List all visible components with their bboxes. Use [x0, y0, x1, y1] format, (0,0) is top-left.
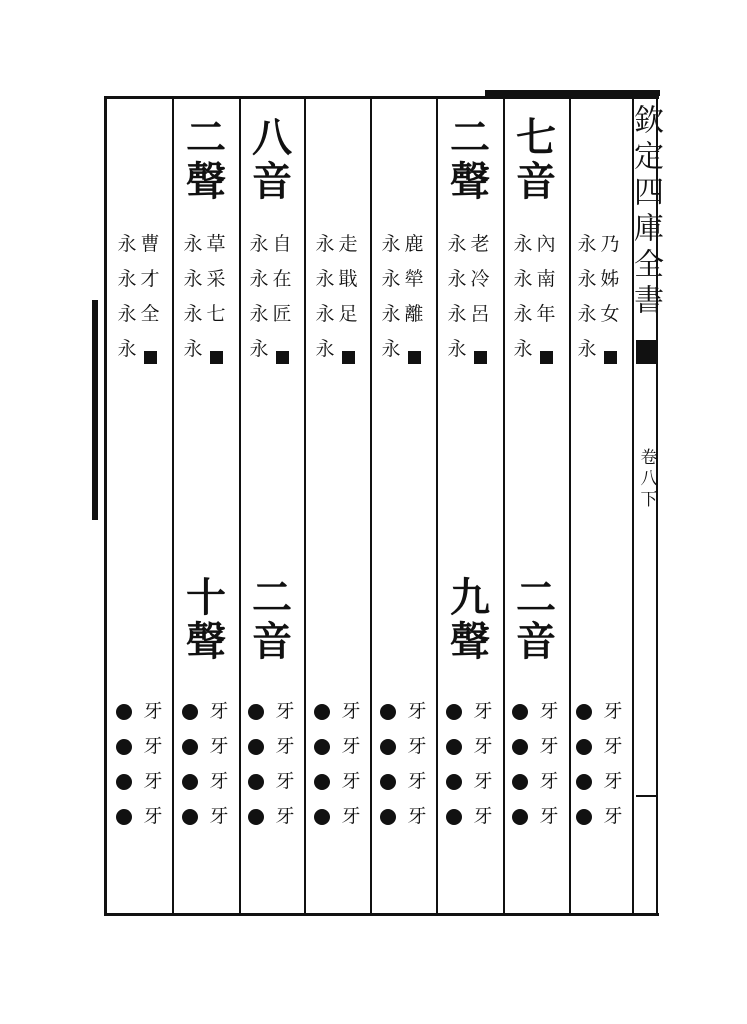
tone-char: 牙	[407, 770, 427, 792]
circle-marker	[314, 774, 330, 790]
heading-char: 八	[252, 114, 292, 161]
fill-char: 永	[117, 268, 137, 290]
tone-column	[274, 694, 296, 834]
fill-char: 永	[577, 268, 597, 290]
tone-char: 牙	[275, 805, 295, 827]
dot-cell	[446, 729, 462, 764]
circle-marker	[182, 704, 198, 720]
subheading-char: 聲	[450, 618, 490, 665]
column-main-text	[336, 235, 360, 375]
circle-marker	[116, 774, 132, 790]
circle-marker	[248, 774, 264, 790]
margin-title: 欽定四庫全書	[628, 104, 663, 320]
column-divider	[436, 99, 438, 913]
tone-char: 牙	[275, 770, 295, 792]
square-marker-glyph	[342, 351, 355, 364]
dot-cell	[380, 694, 396, 729]
tone-column	[472, 694, 494, 834]
main-char: 足	[338, 303, 358, 325]
fill-char: 永	[513, 303, 533, 325]
column-fill-text	[248, 235, 270, 375]
fill-char: 永	[315, 268, 335, 290]
tone-char: 牙	[539, 735, 559, 757]
column-subheading	[514, 574, 558, 666]
dot-cell	[116, 729, 132, 764]
column-heading	[250, 114, 294, 206]
tone-char: 牙	[143, 735, 163, 757]
dot-column	[444, 694, 464, 834]
subheading-char: 十	[186, 574, 226, 621]
heading-char: 聲	[450, 158, 490, 205]
dot-cell	[576, 694, 592, 729]
fill-char: 永	[117, 303, 137, 325]
circle-marker	[512, 704, 528, 720]
column-fill-text	[576, 235, 598, 375]
dot-column	[180, 694, 200, 834]
circle-marker	[182, 774, 198, 790]
dot-cell	[512, 799, 528, 834]
tone-column	[602, 694, 624, 834]
column-main-text	[598, 235, 622, 375]
main-char: 戢	[338, 268, 358, 290]
column-heading	[448, 114, 492, 206]
fill-char: 永	[381, 268, 401, 290]
fill-char: 永	[447, 233, 467, 255]
square-marker-glyph	[276, 351, 289, 364]
fill-char: 永	[315, 303, 335, 325]
main-char: 冷	[470, 268, 490, 290]
subheading-char: 九	[450, 574, 490, 621]
fill-char: 永	[577, 233, 597, 255]
dot-cell	[182, 694, 198, 729]
dot-column	[574, 694, 594, 834]
circle-marker	[314, 739, 330, 755]
tone-char: 牙	[143, 770, 163, 792]
circle-marker	[248, 809, 264, 825]
main-char: 全	[140, 303, 160, 325]
main-char: 匠	[272, 303, 292, 325]
tone-char: 牙	[603, 770, 623, 792]
subheading-char: 二	[516, 574, 556, 621]
fill-char: 永	[381, 303, 401, 325]
circle-marker	[314, 704, 330, 720]
tone-char: 牙	[539, 805, 559, 827]
circle-marker	[314, 809, 330, 825]
column-divider	[304, 99, 306, 913]
square-marker-glyph	[540, 351, 553, 364]
dot-cell	[446, 764, 462, 799]
dot-cell	[314, 729, 330, 764]
column-divider	[503, 99, 505, 913]
left-binding-mark	[92, 300, 98, 520]
dot-cell	[182, 764, 198, 799]
dot-cell	[248, 729, 264, 764]
fill-char: 永	[183, 338, 203, 360]
dot-cell	[116, 764, 132, 799]
main-char: 采	[206, 268, 226, 290]
fill-char: 永	[183, 233, 203, 255]
dot-cell	[380, 729, 396, 764]
dot-cell	[248, 694, 264, 729]
column-main-text	[534, 235, 558, 375]
column-main-text	[402, 235, 426, 375]
subheading-char: 音	[252, 618, 292, 665]
dot-cell	[182, 729, 198, 764]
fill-char: 永	[249, 303, 269, 325]
dot-column	[114, 694, 134, 834]
tone-char: 牙	[473, 770, 493, 792]
square-marker-glyph	[210, 351, 223, 364]
dot-cell	[512, 729, 528, 764]
tone-char: 牙	[341, 805, 361, 827]
main-char: 走	[338, 233, 358, 255]
column-heading	[184, 114, 228, 206]
dot-column	[510, 694, 530, 834]
main-char: 在	[272, 268, 292, 290]
column-fill-text	[314, 235, 336, 375]
margin-tick	[636, 795, 656, 797]
column-fill-text	[380, 235, 402, 375]
tone-char: 牙	[209, 735, 229, 757]
main-char: 七	[206, 303, 226, 325]
top-border	[104, 96, 659, 99]
tone-char: 牙	[473, 700, 493, 722]
fill-char: 永	[577, 303, 597, 325]
main-char: 老	[470, 233, 490, 255]
column-heading	[514, 114, 558, 206]
fill-char: 永	[381, 233, 401, 255]
fill-char: 永	[447, 338, 467, 360]
tone-char: 牙	[603, 805, 623, 827]
circle-marker	[116, 809, 132, 825]
fill-char: 永	[249, 338, 269, 360]
dot-cell	[116, 694, 132, 729]
main-char: 年	[536, 303, 556, 325]
square-marker-glyph	[474, 351, 487, 364]
tone-char: 牙	[209, 700, 229, 722]
dot-cell	[380, 764, 396, 799]
circle-marker	[576, 704, 592, 720]
column-divider	[370, 99, 372, 913]
tone-char: 牙	[143, 805, 163, 827]
heading-char: 二	[450, 114, 490, 161]
heading-char: 音	[252, 158, 292, 205]
tone-column	[406, 694, 428, 834]
tone-char: 牙	[473, 735, 493, 757]
main-char: 女	[600, 303, 620, 325]
circle-marker	[182, 739, 198, 755]
tone-column	[340, 694, 362, 834]
fill-char: 永	[249, 268, 269, 290]
circle-marker	[116, 739, 132, 755]
circle-marker	[512, 809, 528, 825]
square-marker	[604, 340, 617, 375]
dot-cell	[576, 764, 592, 799]
tone-char: 牙	[407, 805, 427, 827]
column-divider	[239, 99, 241, 913]
fill-char: 永	[577, 338, 597, 360]
tone-char: 牙	[209, 770, 229, 792]
main-char: 南	[536, 268, 556, 290]
tone-char: 牙	[603, 735, 623, 757]
circle-marker	[182, 809, 198, 825]
column-subheading	[250, 574, 294, 666]
square-marker	[408, 340, 421, 375]
dot-cell	[576, 729, 592, 764]
column-subheading	[184, 574, 228, 666]
square-marker	[210, 340, 223, 375]
tone-char: 牙	[209, 805, 229, 827]
main-char: 犖	[404, 268, 424, 290]
main-char: 鹿	[404, 233, 424, 255]
tone-char: 牙	[407, 735, 427, 757]
circle-marker	[446, 774, 462, 790]
column-divider	[569, 99, 571, 913]
fishtail-mark	[636, 340, 656, 364]
dot-cell	[248, 799, 264, 834]
fill-char: 永	[381, 338, 401, 360]
column-fill-text	[116, 235, 138, 375]
tone-char: 牙	[539, 770, 559, 792]
main-char: 姊	[600, 268, 620, 290]
fill-char: 永	[315, 338, 335, 360]
fill-char: 永	[513, 338, 533, 360]
dot-cell	[182, 799, 198, 834]
column-main-text	[138, 235, 162, 375]
circle-marker	[380, 809, 396, 825]
square-marker-glyph	[604, 351, 617, 364]
subheading-char: 聲	[186, 618, 226, 665]
dot-column	[378, 694, 398, 834]
tone-char: 牙	[539, 700, 559, 722]
fill-char: 永	[315, 233, 335, 255]
dot-cell	[576, 799, 592, 834]
main-char: 曹	[140, 233, 160, 255]
square-marker	[540, 340, 553, 375]
dot-cell	[446, 694, 462, 729]
square-marker-glyph	[144, 351, 157, 364]
tone-column	[538, 694, 560, 834]
square-marker	[474, 340, 487, 375]
circle-marker	[576, 774, 592, 790]
fill-char: 永	[183, 268, 203, 290]
circle-marker	[576, 809, 592, 825]
fill-char: 永	[513, 233, 533, 255]
tone-char: 牙	[143, 700, 163, 722]
square-marker	[276, 340, 289, 375]
column-main-text	[204, 235, 228, 375]
circle-marker	[446, 704, 462, 720]
dot-cell	[512, 764, 528, 799]
subheading-char: 二	[252, 574, 292, 621]
dot-column	[246, 694, 266, 834]
square-marker	[144, 340, 157, 375]
tone-char: 牙	[275, 735, 295, 757]
tone-char: 牙	[407, 700, 427, 722]
bottom-border	[104, 913, 659, 916]
column-divider	[172, 99, 174, 913]
column-fill-text	[446, 235, 468, 375]
dot-cell	[314, 764, 330, 799]
heading-char: 音	[516, 158, 556, 205]
circle-marker	[380, 704, 396, 720]
tone-column	[208, 694, 230, 834]
dot-cell	[512, 694, 528, 729]
dot-cell	[380, 799, 396, 834]
tone-char: 牙	[275, 700, 295, 722]
main-char: 自	[272, 233, 292, 255]
column-main-text	[270, 235, 294, 375]
main-char: 草	[206, 233, 226, 255]
tone-char: 牙	[341, 700, 361, 722]
circle-marker	[248, 704, 264, 720]
column-subheading	[448, 574, 492, 666]
heading-char: 七	[516, 114, 556, 161]
dot-cell	[314, 694, 330, 729]
dot-cell	[314, 799, 330, 834]
fill-char: 永	[183, 303, 203, 325]
fill-char: 永	[249, 233, 269, 255]
dot-cell	[248, 764, 264, 799]
dot-cell	[116, 799, 132, 834]
main-char: 內	[536, 233, 556, 255]
fill-char: 永	[117, 338, 137, 360]
column-fill-text	[512, 235, 534, 375]
tone-column	[142, 694, 164, 834]
circle-marker	[248, 739, 264, 755]
margin-juan: 卷八下	[636, 448, 657, 511]
tone-char: 牙	[473, 805, 493, 827]
tone-char: 牙	[603, 700, 623, 722]
circle-marker	[380, 739, 396, 755]
dot-cell	[446, 799, 462, 834]
fill-char: 永	[513, 268, 533, 290]
fill-char: 永	[117, 233, 137, 255]
subheading-char: 音	[516, 618, 556, 665]
heading-char: 聲	[186, 158, 226, 205]
circle-marker	[380, 774, 396, 790]
circle-marker	[576, 739, 592, 755]
dot-column	[312, 694, 332, 834]
circle-marker	[446, 809, 462, 825]
square-marker-glyph	[408, 351, 421, 364]
main-char: 乃	[600, 233, 620, 255]
tone-char: 牙	[341, 735, 361, 757]
tone-char: 牙	[341, 770, 361, 792]
fill-char: 永	[447, 268, 467, 290]
fill-char: 永	[447, 303, 467, 325]
square-marker	[342, 340, 355, 375]
circle-marker	[116, 704, 132, 720]
circle-marker	[512, 739, 528, 755]
main-char: 呂	[470, 303, 490, 325]
heading-char: 二	[186, 114, 226, 161]
column-fill-text	[182, 235, 204, 375]
circle-marker	[446, 739, 462, 755]
left-border	[104, 96, 107, 916]
main-char: 離	[404, 303, 424, 325]
column-main-text	[468, 235, 492, 375]
main-char: 才	[140, 268, 160, 290]
circle-marker	[512, 774, 528, 790]
